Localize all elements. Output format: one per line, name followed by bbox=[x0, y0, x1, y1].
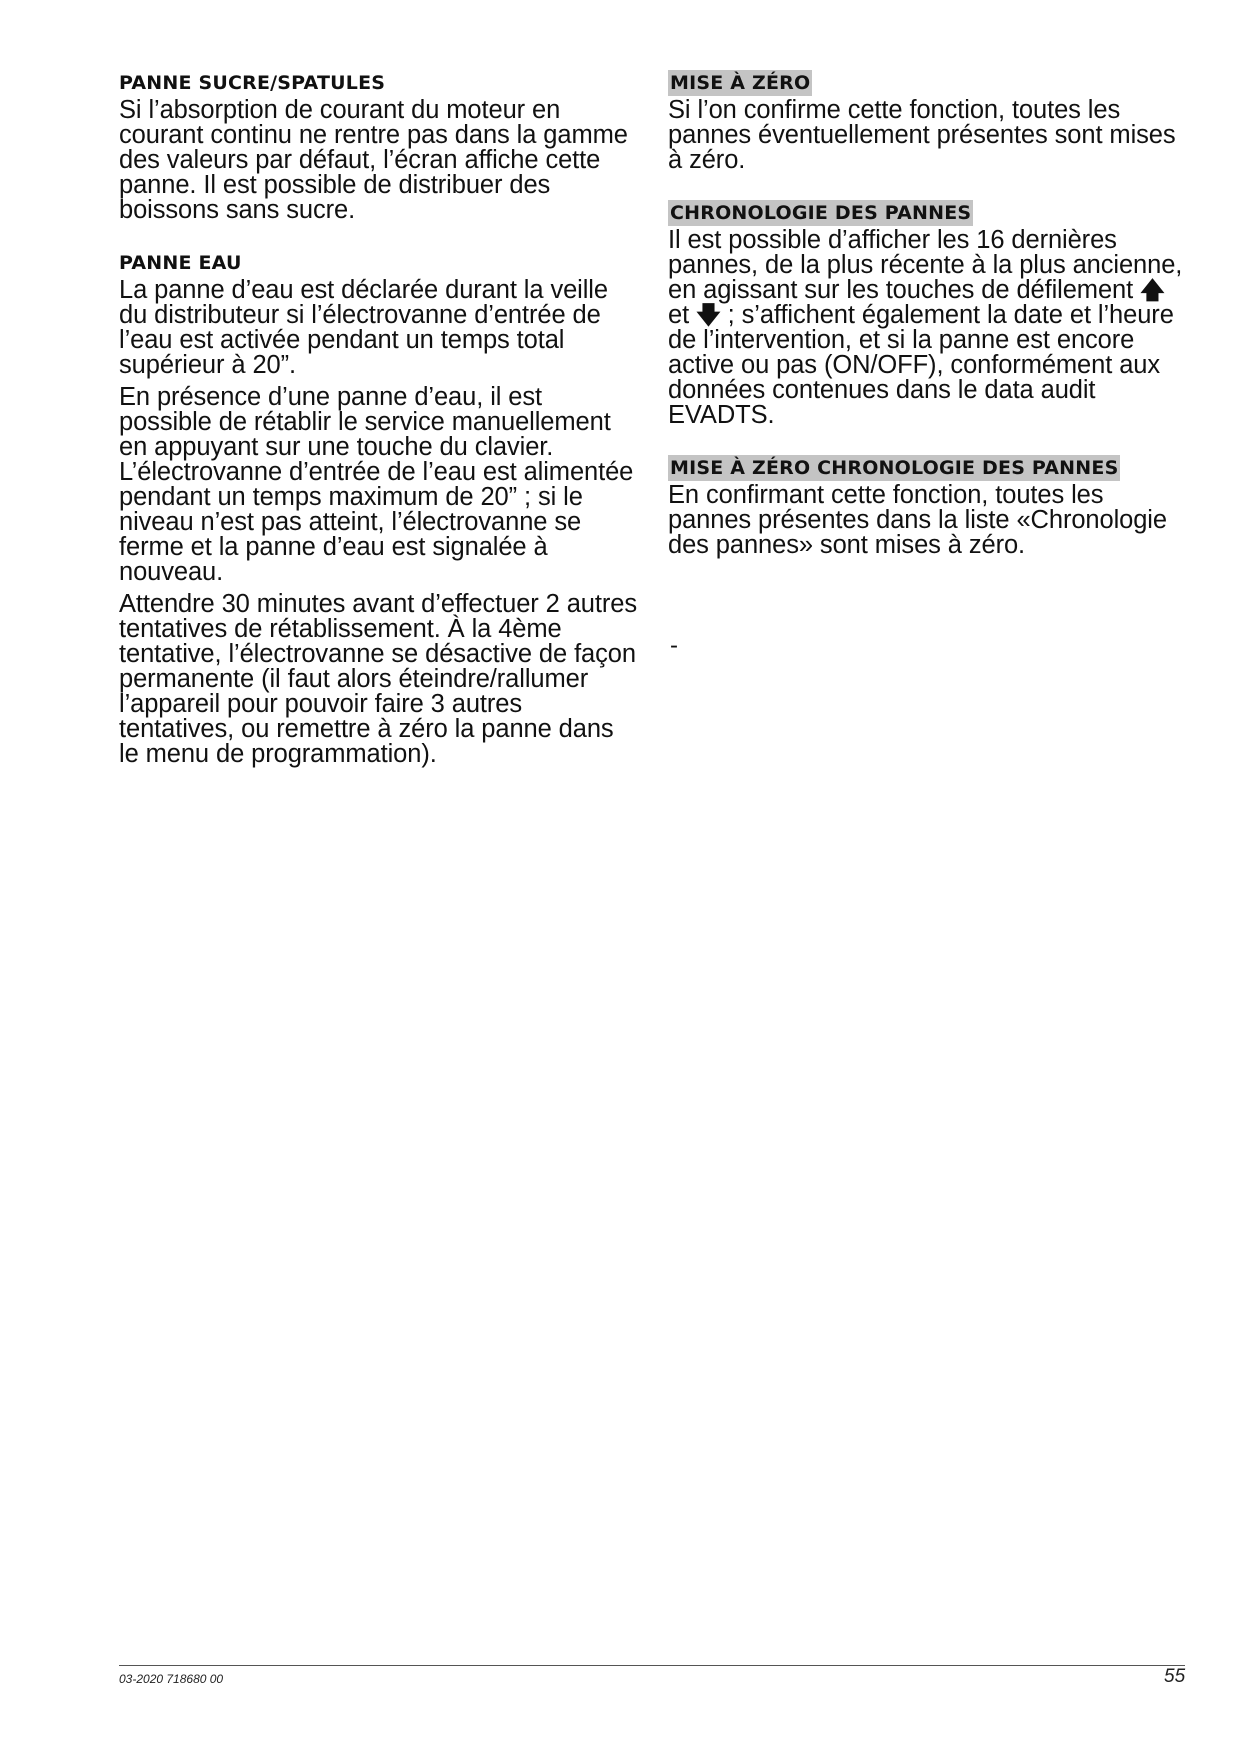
section-panne-sucre bbox=[119, 70, 639, 223]
paragraph: Si l’on confirme cette fonction, toutes les pannes éventuellement présentes sont mises à zéro. bbox=[668, 96, 1176, 174]
section-mise-a-zero bbox=[668, 70, 1188, 173]
page-number: 55 bbox=[1164, 1666, 1186, 1687]
text-part: Il est possible d’afficher les 16 dernières pannes, de la plus récente à la plus ancienne, en agissant sur les touches de défilement bbox=[668, 226, 1183, 304]
section-mise-a-zero-chronologie bbox=[668, 455, 1188, 558]
footer-document-code: 03-2020 718680 00 bbox=[119, 1672, 224, 1686]
paragraph: En confirmant cette fonction, toutes les pannes présentes dans la liste «Chronologie des pannes» sont mises à zéro. bbox=[668, 481, 1167, 559]
heading-panne-sucre: PANNE SUCRE/SPATULES bbox=[119, 72, 386, 94]
left-column bbox=[119, 70, 639, 794]
heading-panne-eau: PANNE EAU bbox=[119, 252, 242, 274]
footer-divider bbox=[119, 1665, 1185, 1666]
text-part: ; s’affichent également la date et l’heure de l’intervention, et si la panne est encore active ou pas (ON/OFF), conformément aux données contenues dans le data audit EVADTS. bbox=[668, 301, 1174, 429]
paragraph bbox=[668, 228, 1188, 428]
paragraph: La panne d’eau est déclarée durant la veille du distributeur si l’électrovanne d’entrée de l’eau est activée pendant un temps total supérieur à 20”. bbox=[119, 276, 608, 379]
right-column bbox=[668, 70, 1188, 585]
dash-mark: - bbox=[670, 632, 678, 659]
section-chronologie bbox=[668, 200, 1188, 428]
paragraph: Si l’absorption de courant du moteur en courant continu ne rentre pas dans la gamme des valeurs par défaut, l’écran affiche cette panne. Il est possible de distribuer des boissons sans sucre. bbox=[119, 96, 628, 224]
heading-chronologie: CHRONOLOGIE DES PANNES bbox=[670, 202, 972, 224]
section-panne-eau bbox=[119, 250, 639, 767]
arrow-down-icon: 🡇 bbox=[696, 302, 721, 329]
heading-mise-a-zero: MISE À ZÉRO bbox=[670, 72, 811, 94]
paragraph: Attendre 30 minutes avant d’effectuer 2 autres tentatives de rétablissement. À la 4ème tentative, l’électrovanne se désactive de façon permanente (il faut alors éteindre/rallumer l’appareil pour pouvoir faire 3 autres tentatives, ou remettre à zéro la panne dans le menu de programmation). bbox=[119, 590, 638, 768]
text-part: et bbox=[668, 301, 690, 329]
heading-mise-a-zero-chronologie: MISE À ZÉRO CHRONOLOGIE DES PANNES bbox=[670, 457, 1119, 479]
arrow-up-icon: 🡅 bbox=[1140, 277, 1165, 304]
paragraph: En présence d’une panne d’eau, il est possible de rétablir le service manuellement en appuyant sur une touche du clavier. L’électrovanne d’entrée de l’eau est alimentée pendant un temps maximum de 20” ; si le niveau n’est pas atteint, l’électrovanne se ferme et la panne d’eau est signalée à nouveau. bbox=[119, 383, 634, 586]
